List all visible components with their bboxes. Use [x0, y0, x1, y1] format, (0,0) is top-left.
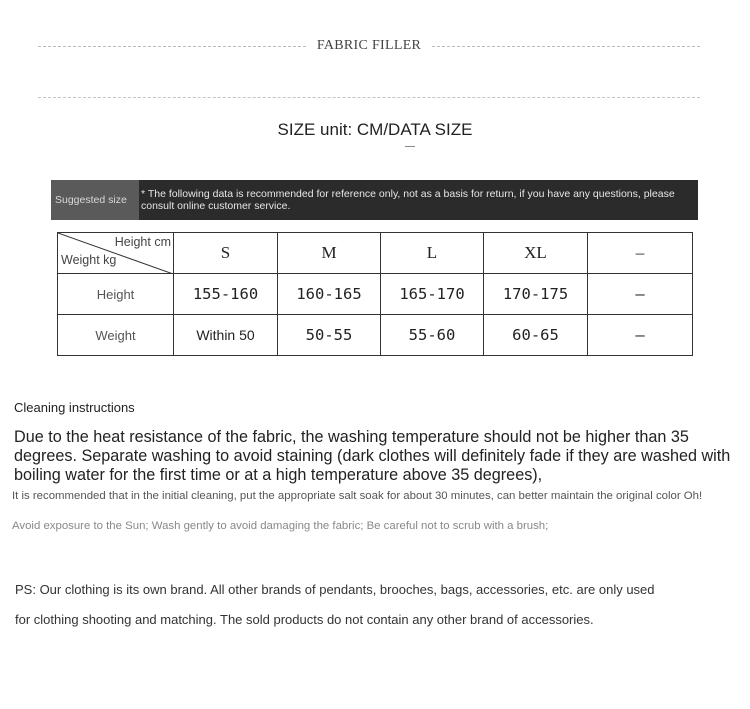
- cleaning-note-sun: Avoid exposure to the Sun; Wash gently to avoid damaging the fabric; Be careful not to scrub with a brush;: [12, 520, 549, 532]
- table-cell: Within 50: [174, 315, 278, 356]
- row-label-height: Height: [58, 274, 174, 315]
- notice-text: * The following data is recommended for reference only, not as a basis for return, if you have any questions, please consult online customer service.: [141, 188, 675, 212]
- table-cell: –: [588, 315, 693, 356]
- corner-weight-label: Weight kg: [61, 253, 117, 267]
- suggested-size-notice: [51, 180, 698, 220]
- ps-line-1: PS: Our clothing is its own brand. All other brands of pendants, brooches, bags, accessories, etc. are only used: [15, 582, 655, 597]
- header-right-rule: [432, 46, 700, 47]
- cleaning-main-text: Due to the heat resistance of the fabric, the washing temperature should not be higher than 35 degrees. Separate washing to avoid staining (dark clothes will definitely fade if they are washed with boiling water for the first time or at a high temperature above 35 degrees),: [14, 428, 731, 484]
- divider: [38, 97, 700, 98]
- table-cell: 60-65: [484, 315, 588, 356]
- header-left-rule: [38, 46, 306, 47]
- table-cell: 155-160: [174, 274, 278, 315]
- size-header-m: M: [278, 233, 381, 274]
- table-cell: –: [588, 274, 693, 315]
- table-corner-cell: [58, 233, 174, 274]
- notice-label: Suggested size: [51, 180, 139, 220]
- table-cell: 170-175: [484, 274, 588, 315]
- cleaning-title: Cleaning instructions: [14, 400, 135, 415]
- ps-line-2: for clothing shooting and matching. The sold products do not contain any other brand of accessories.: [15, 612, 594, 627]
- table-cell: 160-165: [278, 274, 381, 315]
- size-header-extra: –: [588, 233, 693, 274]
- table-cell: 50-55: [278, 315, 381, 356]
- corner-height-label: Height cm: [114, 235, 171, 249]
- table-cell: 55-60: [381, 315, 484, 356]
- size-unit-title: SIZE unit: CM/DATA SIZE: [277, 120, 473, 139]
- size-table: [57, 232, 693, 356]
- row-label-weight: Weight: [58, 315, 174, 356]
- table-cell: 165-170: [381, 274, 484, 315]
- table-header-row: [58, 233, 693, 274]
- size-header-s: S: [174, 233, 278, 274]
- header-title: FABRIC FILLER: [307, 38, 431, 54]
- title-underline-mark: [405, 146, 415, 147]
- size-header-l: L: [381, 233, 484, 274]
- header-row: [38, 38, 700, 56]
- size-header-xl: XL: [484, 233, 588, 274]
- cleaning-note-salt: It is recommended that in the initial cleaning, put the appropriate salt soak for about 30 minutes, can better maintain the original color Oh!: [12, 490, 703, 502]
- table-row: [58, 274, 693, 315]
- table-row: [58, 315, 693, 356]
